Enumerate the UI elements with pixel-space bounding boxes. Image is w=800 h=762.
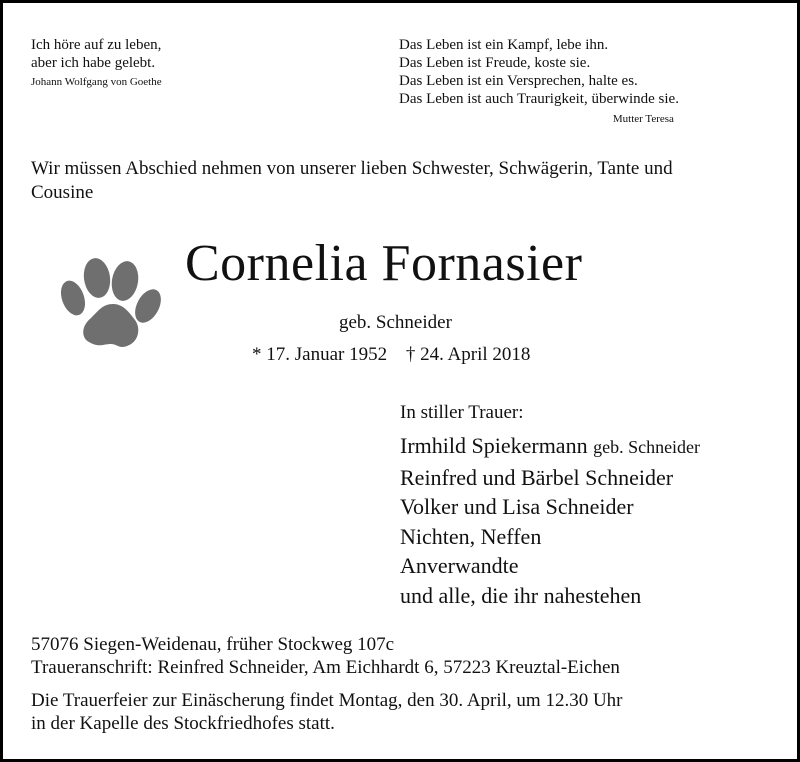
mourner-entry: Reinfred und Bärbel Schneider <box>400 464 674 490</box>
quote-line: Das Leben ist Freude, koste sie. <box>399 55 591 71</box>
intro-line: Wir müssen Abschied nehmen von unserer lieben Schwester, Schwägerin, Tante und <box>31 158 673 179</box>
address-block <box>31 633 620 679</box>
death-date: † 24. April 2018 <box>405 344 531 365</box>
intro-line: Cousine <box>31 182 94 203</box>
mourner-maiden-note: geb. Schneider <box>593 437 701 457</box>
mourner-entry: Nichten, Neffen <box>400 523 542 549</box>
quote-line: Das Leben ist ein Versprechen, halte es. <box>399 73 638 89</box>
mourning-heading: In stiller Trauer: <box>400 402 524 423</box>
paw-toe <box>81 258 112 300</box>
birth-date: * 17. Januar 1952 <box>252 344 388 365</box>
quote-line: aber ich habe gelebt. <box>31 55 156 71</box>
paw-toe <box>109 259 142 303</box>
service-line: in der Kapelle des Stockfriedhofes statt. <box>31 713 335 734</box>
quote-author: Johann Wolfgang von Goethe <box>31 76 162 88</box>
mourner-entry <box>400 431 700 463</box>
quote-line: Ich höre auf zu leben, <box>31 37 162 53</box>
quote-goethe <box>31 36 162 88</box>
paw-print-icon <box>53 258 165 354</box>
service-info <box>31 689 623 735</box>
mourner-name: Irmhild Spiekermann <box>400 433 588 458</box>
mourner-entry: Anverwandte <box>400 553 519 578</box>
life-dates <box>252 344 530 366</box>
quote-line: Das Leben ist ein Kampf, lebe ihn. <box>399 37 609 53</box>
quote-author: Mutter Teresa <box>612 113 674 125</box>
mourner-entry: Volker und Lisa Schneider <box>400 494 634 519</box>
quote-mutter-teresa <box>399 36 679 125</box>
mourner-entry: und alle, die ihr nahestehen <box>400 582 642 608</box>
mourners-list <box>400 431 700 610</box>
paw-pad <box>83 304 138 347</box>
maiden-name: geb. Schneider <box>339 312 452 333</box>
address-line: Traueranschrift: Reinfred Schneider, Am Eichhardt 6, 57223 Kreuztal-Eichen <box>31 657 620 678</box>
quote-line: Das Leben ist auch Traurigkeit, überwinde sie. <box>399 91 679 107</box>
paw-toe <box>57 277 90 318</box>
service-line: Die Trauerfeier zur Einäscherung findet Montag, den 30. April, um 12.30 Uhr <box>31 690 623 711</box>
address-line: 57076 Siegen-Weidenau, früher Stockweg 107c <box>31 634 395 655</box>
deceased-name: Cornelia Fornasier <box>185 235 583 292</box>
intro-text <box>31 157 673 205</box>
